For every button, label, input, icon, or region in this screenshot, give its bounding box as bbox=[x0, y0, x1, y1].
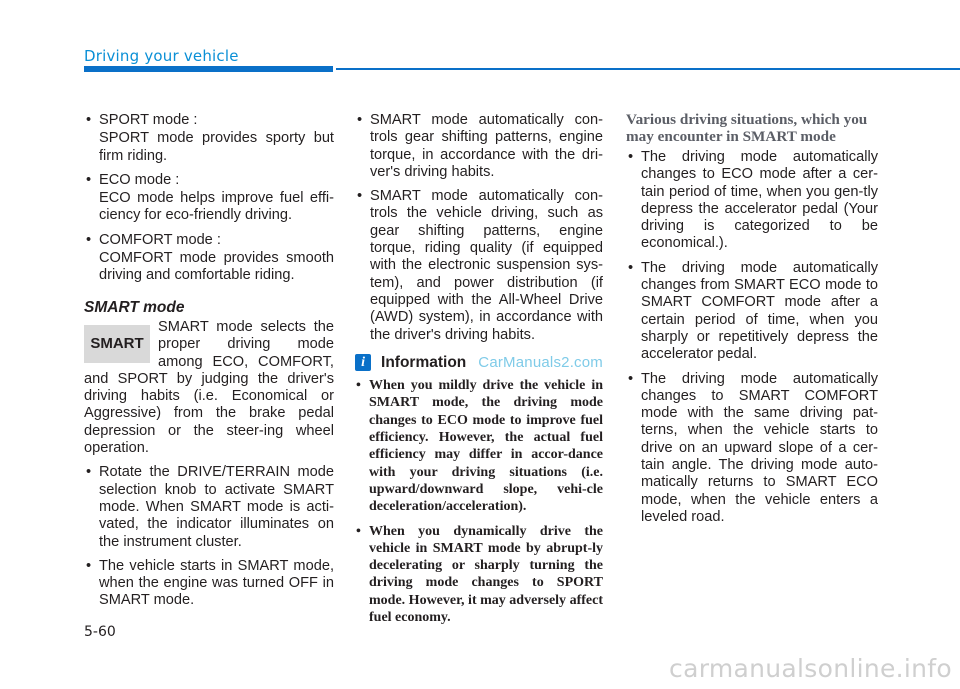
list-item: • The driving mode automatically changes to SMART COMFORT mode with the same driving pat-terns, when the vehicle starts to drive on an upward slope of a cer-tain angle. The driving mode auto-matically returns to SMART ECO mode, when the vehicle enters a leveled road. bbox=[626, 371, 878, 527]
list-item: • SMART mode automatically con-trols the vehicle driving, such as gear shifting patterns, engine torque, riding quality (if equipped with the electronic suspension sys-tem), and power distribution (if equipped with the All-Wheel Drive (AWD) system), in accordance with the driver's driving habits. bbox=[355, 188, 603, 344]
information-title: Information bbox=[381, 353, 467, 371]
page-number: 5-60 bbox=[84, 624, 116, 640]
smart-intro-text: SMART mode selects the proper driving mode among ECO, COMFORT, and SPORT by judging the driver's driving habits (i.e. Economical or Aggressive) from the brake pedal depression or the steer-ing wheel operation. bbox=[84, 318, 334, 457]
smart-mode-heading: SMART mode bbox=[84, 298, 185, 316]
list-item: • The vehicle starts in SMART mode, when the engine was turned OFF in SMART mode. bbox=[84, 558, 334, 610]
header-rule bbox=[336, 68, 960, 70]
info-list-item: • When you mildly drive the vehicle in SMART mode, the driving mode changes to ECO mode to improve fuel efficiency. However, the actual fuel efficiency may differ in accor-dance with your driving situations (i.e. upward/downward slope, vehi-cle deceleration/acceleration). bbox=[355, 377, 603, 515]
column-middle bbox=[355, 112, 603, 633]
column-right bbox=[626, 112, 878, 533]
info-list-item: • When you dynamically drive the vehicle in SMART mode by abrupt-ly decelerating or sharply turning the driving mode changes to SPORT mode. However, it may adversely affect fuel economy. bbox=[355, 523, 603, 627]
mode-label-sport: • SPORT mode : bbox=[84, 112, 334, 129]
mode-label-comfort: • COMFORT mode : bbox=[84, 232, 334, 249]
carmanuals-watermark: CarManuals2.com bbox=[478, 353, 603, 371]
list-item: • SMART mode automatically con-trols gear shifting patterns, engine torque, in accordance with the dri-ver's driving habits. bbox=[355, 112, 603, 181]
list-item: • The driving mode automatically changes to ECO mode after a cer-tain period of time, when you gen-tly depress the accelerator pedal (Your driving is categorized to be economical.). bbox=[626, 149, 878, 253]
mode-label-eco: • ECO mode : bbox=[84, 172, 334, 189]
column-left bbox=[84, 112, 334, 617]
list-item: • The driving mode automatically changes from SMART ECO mode to SMART COMFORT mode after a certain period of time, when you sharply or repetitively depress the accelerator pedal. bbox=[626, 260, 878, 364]
information-header bbox=[355, 354, 603, 371]
mode-desc-eco: ECO mode helps improve fuel effi-ciency for eco-friendly driving. bbox=[99, 190, 334, 224]
header-bar bbox=[84, 66, 333, 72]
list-item: • Rotate the DRIVE/TERRAIN mode selection knob to activate SMART mode. When SMART mode is acti-vated, the indicator illuminates on the instrument cluster. bbox=[84, 464, 334, 550]
section-title: Driving your vehicle bbox=[84, 47, 239, 65]
info-icon: i bbox=[355, 354, 371, 371]
site-watermark: carmanualsonline.info bbox=[669, 654, 952, 683]
driving-situations-heading: Various driving situations, which you may encounter in SMART mode bbox=[626, 111, 868, 145]
mode-desc-sport: SPORT mode provides sporty but firm riding. bbox=[99, 130, 334, 164]
mode-desc-comfort: COMFORT mode provides smooth driving and comfortable riding. bbox=[99, 250, 334, 284]
smart-indicator-badge: SMART bbox=[84, 325, 150, 363]
